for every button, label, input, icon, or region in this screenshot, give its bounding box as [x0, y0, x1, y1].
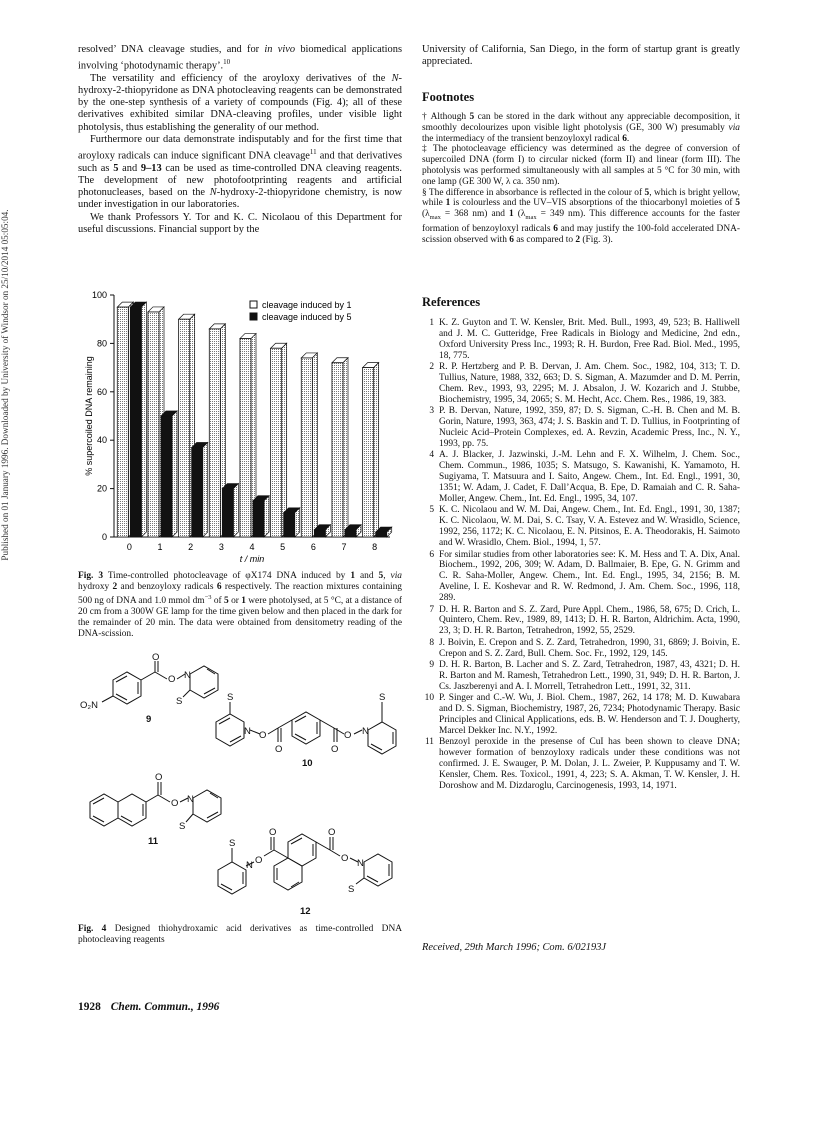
reference-text: D. H. R. Barton and S. Z. Zard, Pure Appl. Chem., 1986, 58, 675; D. Crich, L. Quintero, Chem. Rev., 1989, 89, 1413; D. H. R. Barton, Aldrichim. Acta, 1990, 23, 3; D. H. R. Barton, Tetrahedron, 1992, 55, 2529.	[439, 604, 740, 637]
references-list	[422, 318, 740, 792]
bar-series-1	[148, 312, 159, 537]
reference-number: 5	[429, 505, 434, 516]
fig4-caption: Fig. 4 Designed thiohydroxamic acid derivatives as time-controlled DNA photocleaving reagents	[78, 924, 402, 945]
svg-text:O₂N: O₂N	[80, 700, 98, 711]
references-heading: References	[422, 295, 481, 309]
reference-item	[422, 737, 740, 792]
bar-series-5	[376, 532, 387, 537]
svg-text:N: N	[244, 726, 251, 737]
x-tick-label: 0	[126, 542, 132, 552]
fig3-caption: Fig. 3 Time-controlled photocleavage of φX174 DNA induced by 1 and 5, via hydroxy 2 and benzoyloxy radicals 6 respectively. The reaction mixtures containing 500 ng of DNA and 1.0 mmol $dm^{-3}$ of 5 or 1 were photolysed, at 5 °C, at a distance of 20 cm from a 300W GE lamp for the time given below and then placed in the dark for the remainder of 20 min. The data were obtained from densitometry reading of the DNA-scission.	[78, 571, 403, 639]
svg-text:O: O	[328, 827, 336, 838]
x-tick-label: 3	[218, 542, 224, 552]
svg-text:O: O	[255, 855, 263, 866]
x-tick-label: 4	[249, 542, 255, 552]
bar-side-face	[264, 496, 269, 537]
x-tick-label: 1	[157, 542, 163, 552]
reference-number: 2	[429, 362, 434, 373]
bar-series-1	[209, 329, 220, 537]
received-date: Received, 29th March 1996; Com. 6/02193J	[422, 942, 607, 953]
svg-text:O: O	[168, 674, 176, 685]
bar-series-5	[345, 530, 356, 537]
sidebar-text: Published on 01 January 1996. Downloaded by University of Windsor on 25/10/2014 05:05:04.	[0, 209, 10, 561]
reference-text: Benzoyl peroxide in the presense of CuI has been shown to cleave DNA; however formation of benzoyloxy radicals under these conditions was not confirmed. J. E. Swauger, P. M. Dolan, J. L. Zweier, P. Kuppusamy and T. W. Kensler, Chem. Res. Toxicol., 1991, 4, 223; S. A. Akman, T. W. Kensler, J. H. Doroshow and M. Dizdaroglu, Carcinogenesis, 1993, 14, 1971.	[439, 737, 740, 792]
svg-text:O: O	[152, 652, 160, 663]
svg-text:O: O	[275, 744, 283, 755]
bar-side-face	[172, 411, 177, 537]
reference-text: A. J. Blacker, J. Jazwinski, J.-M. Lehn and F. X. Wilhelm, J. Chem. Soc., Chem. Commun., 1986, 1035; S. Matsugo, S. Kawanishi, K. Yamamoto, H. Sugiyama, T. Matsuura and I. Saito, Angew. Chem., Int. Ed. Engl., 1991, 30, 1351; W. Adam, J. Cadet, F. Dall’Acqua, B. Epe, D. Ramaiah and C. R. Saha-Moller, Angew. Chem., Int. Ed. Engl., 1995, 34, 107.	[439, 450, 740, 504]
bar-side-face	[343, 358, 348, 537]
reference-item	[422, 505, 740, 549]
svg-text:O: O	[344, 730, 352, 741]
bar-series-1	[363, 368, 374, 537]
reference-number: 3	[429, 406, 434, 417]
sidebar-publication-note	[0, 125, 13, 645]
left-column-text	[78, 44, 402, 236]
bar-series-5	[192, 447, 203, 537]
legend-label: cleavage induced by 5	[262, 312, 352, 322]
svg-text:O: O	[171, 798, 179, 809]
bar-side-face	[374, 363, 379, 537]
reference-number: 4	[429, 450, 434, 461]
bar-side-face	[203, 442, 208, 537]
bar-side-face	[141, 302, 146, 537]
svg-text:O: O	[269, 827, 277, 838]
paragraph-1: resolved’ DNA cleavage studies, and for in vivo biomedical applications involving ‘photodynamic therapy’.$^{10}$	[78, 44, 402, 72]
svg-text:S: S	[229, 838, 236, 849]
reference-number: 10	[424, 693, 434, 704]
funding-acknowledgement: University of California, San Diego, in the form of startup grant is greatly appreciated.	[422, 44, 740, 68]
reference-item	[422, 638, 740, 660]
bar-series-5	[130, 307, 141, 537]
bar-series-5	[284, 513, 295, 537]
reference-text: P. Singer and C.-W. Wu, J. Biol. Chem., 1987, 262, 14 178; M. D. Kuwabara and D. S. Sigman, Biochemistry, 1987, 26, 7234; Photodynamic Therapy. Basic Principles and Clinical Applications, eds. B. W. Henderson and T. J. Dougherty, Marcel Dekker Inc. N.Y., 1992.	[439, 693, 740, 737]
y-tick-label: 20	[96, 483, 107, 494]
page-number: 1928	[78, 1001, 101, 1013]
footnotes-list	[422, 112, 740, 245]
footnote-section: § The difference in absorbance is reflected in the colour of 5, which is bright yellow, while 1 is colourless and the UV–VIS absorptions of the thiocarbonyl moieties of 5 ($\lambda_{max} = 368$ nm) and 1 ($\lambda_{max} = 349$ nm). This difference accounts for the faster formation of benzoyloxyl radicals 6 and may justify the 100-fold accelerated DNA-scission observed with 6 as compared to 2 (Fig. 3).	[422, 187, 741, 245]
svg-text:S: S	[227, 692, 234, 703]
reference-item	[422, 406, 740, 450]
svg-text:N: N	[187, 794, 194, 805]
reference-item	[422, 550, 740, 605]
svg-text:O: O	[331, 744, 339, 755]
reference-item	[422, 660, 740, 693]
bar-side-face	[233, 484, 238, 537]
compound-11-drawing	[90, 782, 221, 826]
bar-series-5	[222, 489, 233, 537]
reference-text: For similar studies from other laboratories see: K. M. Hess and T. A. Dix, Anal. Biochem., 1992, 206, 309; W. Adam, D. Ballmaier, B. Epe, G. N. Grimm and C. R. Saha-Moller, Angew. Chem., Int. Ed. Engl., 1995, 34, 2156; B. M. Aveline, I. E. Koshevar and R. W. Redmond, J. Am. Chem. Soc., 1996, 118, 289.	[439, 549, 740, 604]
bar-side-face	[295, 508, 300, 537]
bar-series-1	[271, 348, 282, 537]
reference-item	[422, 362, 740, 406]
bar-side-face	[312, 353, 317, 537]
x-axis-label: t / min	[239, 554, 265, 564]
y-tick-label: 0	[101, 532, 107, 542]
svg-text:11: 11	[148, 836, 159, 847]
reference-text: J. Boivin, E. Crepon and S. Z. Zard, Tetrahedron, 1990, 31, 6869; J. Boivin, E. Crepon and S. Z. Zard, Bull. Chem. Soc. Fr., 1992, 129, 145.	[439, 637, 740, 659]
x-tick-label: 5	[280, 542, 286, 552]
x-tick-label: 7	[341, 542, 347, 552]
svg-text:N: N	[362, 726, 369, 737]
reference-number: 8	[429, 637, 434, 648]
svg-text:S: S	[348, 884, 355, 895]
reference-text: D. H. R. Barton, B. Lacher and S. Z. Zard, Tetrahedron, 1987, 43, 4321; D. H. R. Barton and M. Ramesh, Tetrahedron Lett., 1990, 31, 949; D. H. R. Barton, J. Cs. Jaszberenyi and A. I. Morrell, Tetrahedron Lett., 1991, 32, 311.	[439, 660, 740, 692]
svg-text:O: O	[341, 853, 349, 864]
svg-text:N: N	[184, 670, 191, 681]
svg-text:S: S	[379, 692, 386, 703]
bar-series-5	[253, 501, 264, 537]
footnotes-heading: Footnotes	[422, 90, 475, 104]
reference-item	[422, 693, 740, 737]
svg-text:S: S	[176, 696, 183, 707]
svg-text:12: 12	[300, 906, 311, 917]
fig3-chart	[78, 285, 402, 585]
paragraph-2: The versatility and efficiency of the aroyloxy derivatives of the N-hydroxy-2-thiopyridone as DNA photocleaving reagents can be demonstrated by the one-step synthesis of a variety of compounds (Fig. 4); all of these derivatives exhibited similar DNA-cleaving profiles, under visible light photolysis, thus establishing the generality of our method.	[78, 72, 402, 133]
bar-series-1	[332, 363, 343, 537]
bar-series-1	[240, 339, 251, 537]
y-tick-label: 80	[96, 338, 107, 349]
reference-text: P. B. Dervan, Nature, 1992, 359, 87; D. S. Sigman, C.-H. B. Chen and M. B. Gorin, Nature, 1993, 363, 474; J. S. Baskin and T. D. Tullius, in Footprinting of Nucleic Acid–Protein Complexes, ed. A. Revzin, Academic Press, Inc., N. Y., 1993, pp. 75.	[439, 406, 740, 449]
svg-text:N: N	[246, 860, 253, 871]
paragraph-4: We thank Professors Y. Tor and K. C. Nicolaou of this Department for useful discussions. Financial support by the	[78, 211, 402, 235]
svg-text:S: S	[179, 821, 186, 832]
legend-swatch	[250, 301, 257, 308]
bar-series-5	[161, 416, 172, 537]
journal-name: Chem. Commun., 1996	[110, 1001, 220, 1013]
bar-series-1	[301, 358, 312, 537]
footnote-double-dagger: ‡ The photocleavage efficiency was determined as the degree of conversion of supercoiled DNA (form I) to circular nicked (form II) and linear (form III). The photolysis was performed simultaneously with all samples at 5 °C for 30 min, with one lamp (GE 300 W, λ ca. 350 nm).	[422, 144, 740, 187]
svg-text:10: 10	[302, 758, 313, 769]
compound-9-drawing	[102, 661, 218, 704]
compound-10-drawing	[216, 702, 396, 754]
reference-number: 6	[429, 549, 434, 560]
reference-text: K. Z. Guyton and T. W. Kensler, Brit. Med. Bull., 1993, 49, 523; B. Halliwell and J. M. C. Gutteridge, Free Radicals in Biology and Medicine, 2nd edn., Oxford University Press Inc., 1993; R. H. Burdon, Free Rad. Biol. Med., 1995, 18, 775.	[439, 318, 740, 361]
reference-text: R. P. Hertzberg and P. B. Dervan, J. Am. Chem. Soc., 1982, 104, 313; T. D. Tullius, Nature, 1988, 332, 663; D. S. Sigman, A. Mazumder and D. M. Perrin, Chem. Rev., 1993, 93, 2295; M. J. Absalon, J. W. Kozarich and J. Stubbe, Biochemistry, 1995, 34, 2065; S. M. Hecht, Acc. Chem. Res., 1986, 19, 383.	[439, 362, 740, 405]
bar-series-5	[314, 530, 325, 537]
reference-item	[422, 605, 740, 638]
paragraph-3: Furthermore our data demonstrate indisputably and for the first time that aroyloxy radicals can induce significant DNA cleavage$^{11}$ and that derivatives such as 5 and 9–13 can be used as time-controlled DNA cleaving reagents. The development of new photofootprinting reagents and artificial photonucleases, based on the N-hydroxy-2-thiopyridone chemistry, is now under investigation in our laboratories.	[78, 133, 402, 211]
y-tick-label: 40	[96, 435, 107, 446]
right-intro-text	[422, 44, 740, 68]
svg-text:O: O	[259, 730, 267, 741]
legend-swatch	[250, 313, 257, 320]
compound-12-drawing	[218, 834, 392, 894]
reference-number: 7	[429, 604, 434, 615]
page-footer	[78, 1001, 219, 1013]
reference-number: 1	[429, 318, 434, 328]
legend-label: cleavage induced by 1	[262, 300, 352, 310]
y-tick-label: 100	[91, 290, 107, 300]
fig4-structures	[78, 652, 402, 924]
bar-chart-svg	[78, 285, 402, 585]
x-tick-label: 6	[310, 542, 316, 552]
svg-text:N: N	[357, 858, 364, 869]
reference-item	[422, 450, 740, 505]
bar-series-1	[179, 319, 190, 537]
x-tick-label: 8	[372, 542, 378, 552]
svg-text:O: O	[155, 772, 163, 783]
bar-series-1	[117, 307, 128, 537]
svg-text:9: 9	[146, 714, 152, 725]
x-tick-label: 2	[188, 542, 194, 552]
reference-text: K. C. Nicolaou and W. M. Dai, Angew. Chem., Int. Ed. Engl., 1991, 30, 1387; K. C. Nicolaou, W. M. Dai, S. C. Tsay, V. A. Estevez and W. Wrasidlo, Science, 1992, 256, 1172; K. C. Nicolaou, E. N. Pitsinos, E. A. Theodorakis, H. Saimoto and W. Wrasidlo, Chem. Biol., 1994, 1, 57.	[439, 505, 740, 549]
reference-item	[422, 318, 740, 362]
footnote-dagger: † Although 5 can be stored in the dark without any appreciable decomposition, it smoothly decolourizes upon visible light photolysis (GE, 300 W) presumably via the intermediacy of the transient benzoyloxyl radical 6.	[422, 112, 740, 144]
reference-number: 9	[429, 660, 434, 671]
y-tick-label: 60	[96, 386, 107, 397]
bar-side-face	[282, 343, 287, 537]
y-axis-label: % supercoiled DNA remaining	[84, 356, 94, 476]
reference-number: 11	[424, 737, 434, 748]
